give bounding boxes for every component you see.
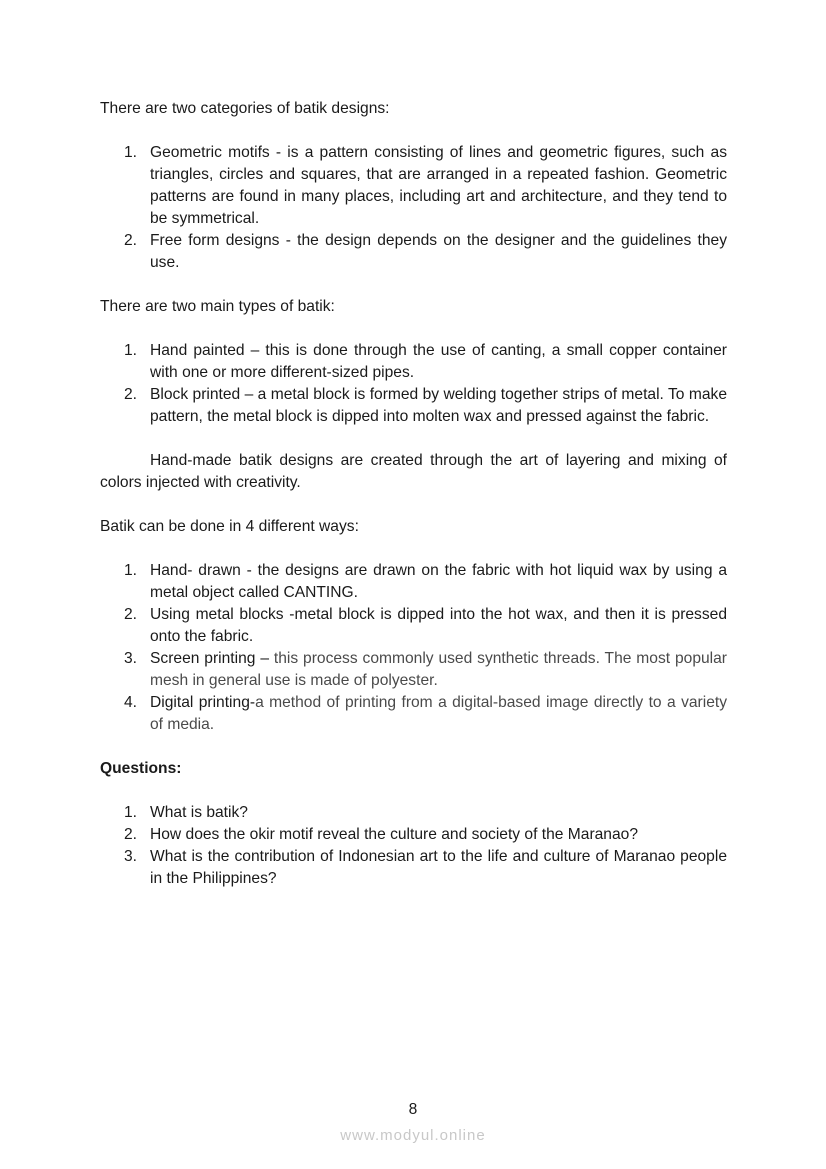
list-item-text: Using metal blocks -metal block is dipped into the hot wax, and then it is pressed onto the fabric. <box>150 606 727 645</box>
list-item-text: Hand painted – this is done through the use of canting, a small copper container with one or more different-sized pipes. <box>150 342 727 381</box>
list-item-text: Block printed – a metal block is formed by welding together strips of metal. To make pattern, the metal block is dipped into molten wax and pressed against the fabric. <box>150 386 727 425</box>
list-item <box>100 142 727 230</box>
list-item <box>100 384 727 428</box>
list-item <box>100 340 727 384</box>
list-item-text: Free form designs - the design depends on the designer and the guidelines they use. <box>150 232 727 271</box>
document-body <box>100 98 727 890</box>
questions-list <box>100 802 727 890</box>
list-item-label: Screen printing – <box>150 650 274 667</box>
list-number: 2. <box>124 386 138 403</box>
list-number: 1. <box>124 562 138 579</box>
list-item-text: Hand- drawn - the designs are drawn on the fabric with hot liquid wax by using a metal object called CANTING. <box>150 562 727 601</box>
list-item-text: What is the contribution of Indonesian art to the life and culture of Maranao people in the Philippines? <box>150 848 727 887</box>
list-number: 3. <box>124 848 138 865</box>
list-number: 2. <box>124 606 138 623</box>
categories-intro: There are two categories of batik designs: <box>100 100 390 117</box>
list-item-text: Geometric motifs - is a pattern consisting of lines and geometric figures, such as triangles, circles and squares, that are arranged in a repeated fashion. Geometric patterns are found in many places, including art and architecture, and they tend to be symmetrical. <box>150 144 727 227</box>
types-intro: There are two main types of batik: <box>100 298 335 315</box>
list-item <box>100 648 727 692</box>
list-item-label: Digital printing- <box>150 694 256 711</box>
list-item <box>100 692 727 736</box>
list-item <box>100 230 727 274</box>
list-number: 2. <box>124 232 138 249</box>
ways-intro: Batik can be done in 4 different ways: <box>100 518 359 535</box>
list-number: 1. <box>124 144 138 161</box>
list-number: 2. <box>124 826 138 843</box>
list-item <box>100 560 727 604</box>
list-item-text: a method of printing from a digital-based image directly to a variety of media. <box>150 694 727 733</box>
watermark: www.modyul.online <box>340 1127 486 1144</box>
questions-heading: Questions: <box>100 760 182 777</box>
types-list <box>100 340 727 428</box>
handmade-paragraph: Hand-made batik designs are created through the art of layering and mixing of colors injected with creativity. <box>100 452 727 491</box>
list-number: 1. <box>124 342 138 359</box>
page-number: 8 <box>408 1101 418 1118</box>
list-number: 3. <box>124 650 138 667</box>
list-number: 4. <box>124 694 138 711</box>
list-item-text: this process commonly used synthetic threads. The most popular mesh in general use is made of polyester. <box>150 650 727 689</box>
list-number: 1. <box>124 804 138 821</box>
categories-list <box>100 142 727 274</box>
list-item-text: How does the okir motif reveal the culture and society of the Maranao? <box>150 826 638 843</box>
list-item <box>100 604 727 648</box>
list-item-text: What is batik? <box>150 804 248 821</box>
ways-list <box>100 560 727 736</box>
list-item <box>100 802 727 824</box>
list-item <box>100 846 727 890</box>
list-item <box>100 824 727 846</box>
